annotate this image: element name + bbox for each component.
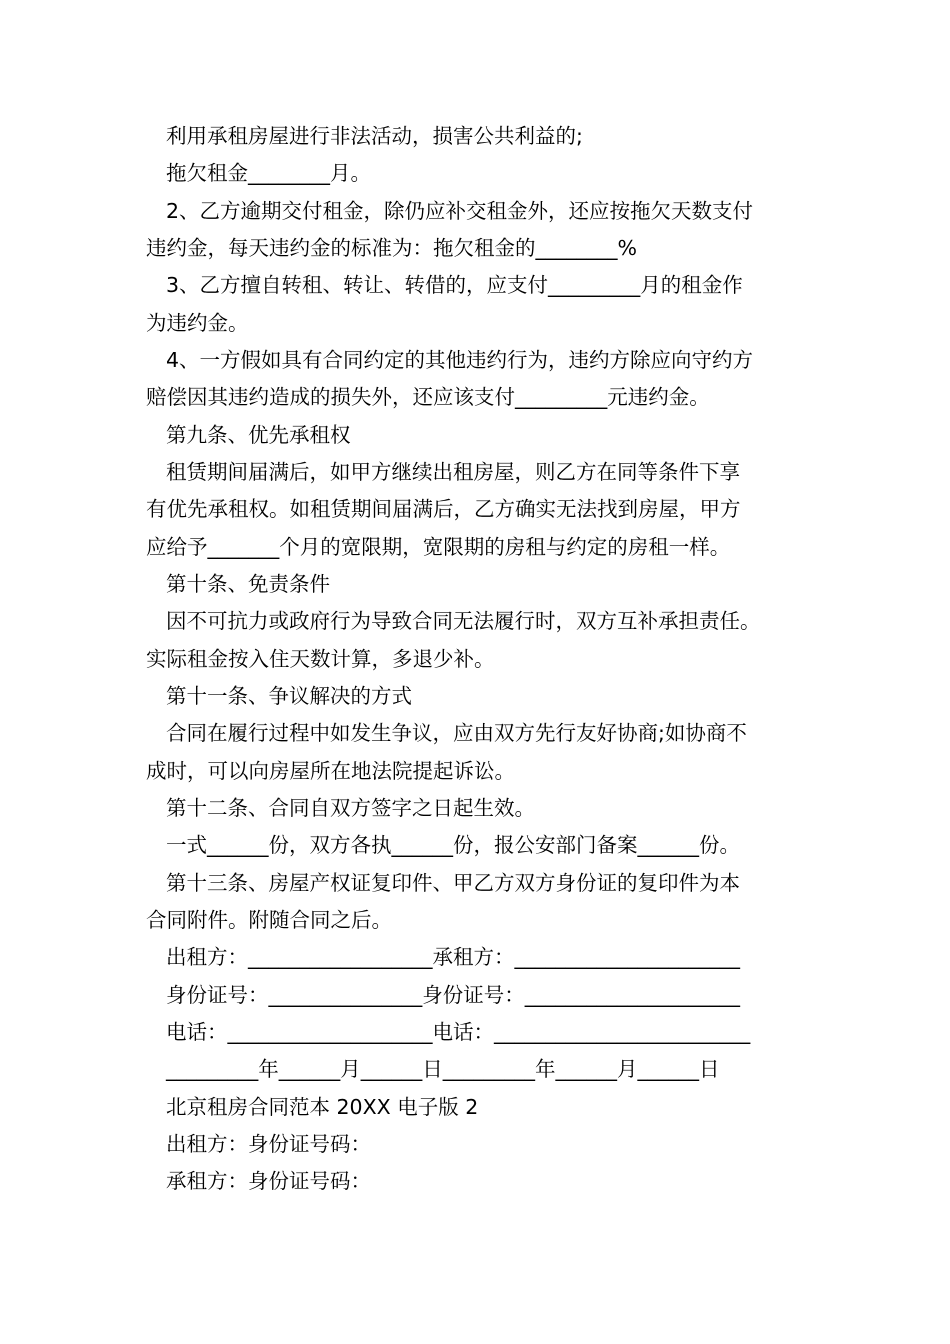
text-line-illegal-use: 利用承租房屋进行非法活动，损害公共利益的; bbox=[166, 124, 583, 148]
signature-phone-line: 电话：____________________电话：_________________________ bbox=[166, 1020, 751, 1044]
clause-3-line-1: 3、乙方擅自转租、转让、转借的，应支付_________月的租金作 bbox=[166, 273, 743, 297]
signature-date-line: _________年______月______日_________年______月______日 bbox=[166, 1057, 720, 1081]
clause-3-line-2: 为违约金。 bbox=[146, 311, 249, 335]
text-line-rent-arrears: 拖欠租金________月。 bbox=[166, 161, 371, 185]
contract-2-title: 北京租房合同范本 20XX 电子版 2 bbox=[166, 1095, 479, 1119]
article-11-line-2: 成时，可以向房屋所在地法院提起诉讼。 bbox=[146, 759, 515, 783]
article-9-line-2: 有优先承租权。如租赁期间届满后，乙方确实无法找到房屋，甲方 bbox=[146, 497, 741, 521]
article-10-heading: 第十条、免责条件 bbox=[166, 572, 330, 596]
signature-id-line: 身份证号：_______________身份证号：_____________________ bbox=[166, 983, 740, 1007]
contract-2-lessee-line: 承租方：身份证号码： bbox=[166, 1169, 371, 1193]
clause-2-line-1: 2、乙方逾期交付租金，除仍应补交租金外，还应按拖欠天数支付 bbox=[166, 199, 754, 223]
contract-2-lessor-line: 出租方：身份证号码： bbox=[166, 1132, 371, 1156]
article-11-line-1: 合同在履行过程中如发生争议，应由双方先行友好协商;如协商不 bbox=[166, 721, 747, 745]
article-9-heading: 第九条、优先承租权 bbox=[166, 423, 351, 447]
signature-parties-line: 出租方：__________________承租方：______________________ bbox=[166, 945, 740, 969]
article-10-line-1: 因不可抗力或政府行为导致合同无法履行时，双方互补承担责任。 bbox=[166, 609, 761, 633]
article-13-line-2: 合同附件。附随合同之后。 bbox=[146, 908, 392, 932]
article-12-heading: 第十二条、合同自双方签字之日起生效。 bbox=[166, 796, 535, 820]
copies-line: 一式______份，双方各执______份，报公安部门备案______份。 bbox=[166, 833, 740, 857]
clause-4-line-1: 4、一方假如具有合同约定的其他违约行为，违约方除应向守约方 bbox=[166, 348, 754, 372]
article-9-line-1: 租赁期间届满后，如甲方继续出租房屋，则乙方在同等条件下享 bbox=[166, 460, 740, 484]
clause-4-line-2: 赔偿因其违约造成的损失外，还应该支付_________元违约金。 bbox=[146, 385, 710, 409]
article-11-heading: 第十一条、争议解决的方式 bbox=[166, 684, 412, 708]
article-10-line-2: 实际租金按入住天数计算，多退少补。 bbox=[146, 647, 495, 671]
clause-2-line-2: 违约金，每天违约金的标准为：拖欠租金的________% bbox=[146, 236, 637, 260]
article-9-line-3: 应给予_______个月的宽限期，宽限期的房租与约定的房租一样。 bbox=[146, 535, 731, 559]
article-13-line-1: 第十三条、房屋产权证复印件、甲乙方双方身份证的复印件为本 bbox=[166, 871, 740, 895]
